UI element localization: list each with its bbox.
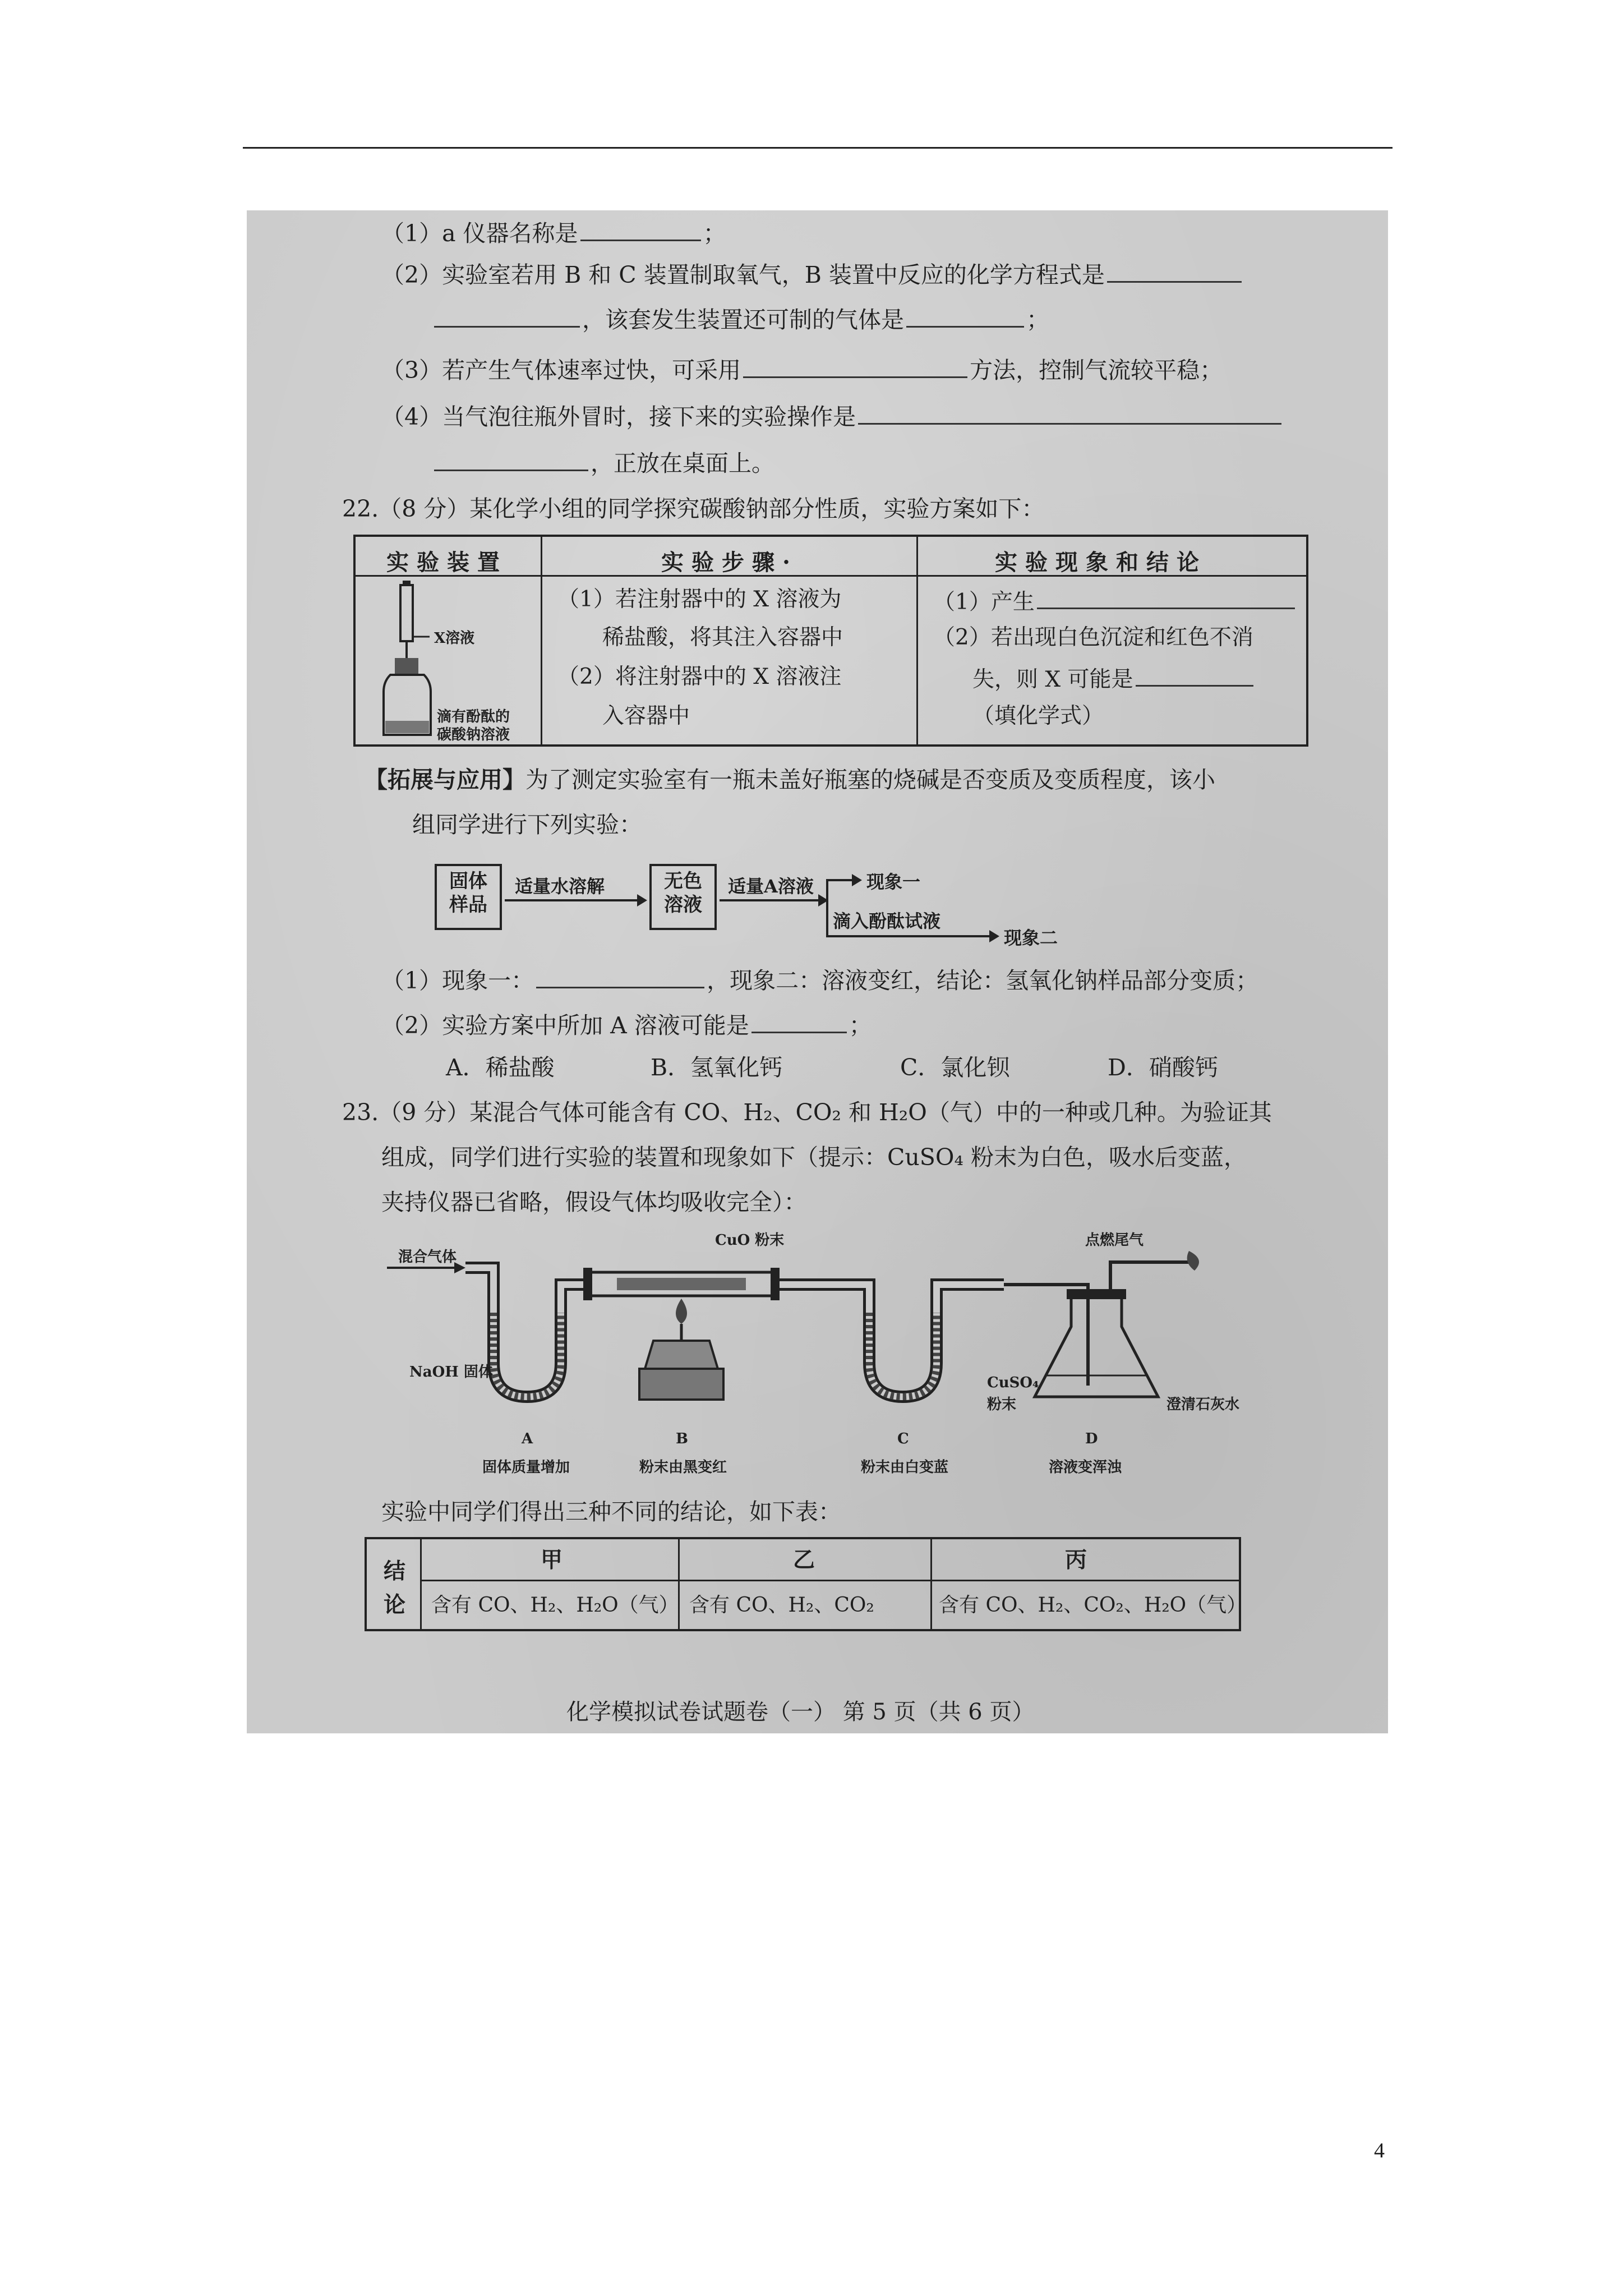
flow-branch-2 bbox=[826, 899, 828, 937]
q23-table-intro: 实验中同学们得出三种不同的结论，如下表： bbox=[381, 1498, 841, 1525]
table-val-yi: 含有 CO、H₂、CO₂ bbox=[689, 1594, 874, 1617]
q22-step-2b: 入容器中 bbox=[602, 703, 690, 729]
exam-footer: 化学模拟试卷试题卷（一） 第 5 页（共 6 页） bbox=[566, 1699, 1035, 1725]
flow-box-solid-sample: 固体 样品 bbox=[435, 864, 502, 930]
table-val-bing: 含有 CO、H₂、CO₂、H₂O（气） bbox=[939, 1594, 1247, 1617]
label-b: B bbox=[676, 1430, 688, 1447]
flow-box-colorless-solution: 无色 溶液 bbox=[649, 864, 717, 930]
q22-intro: 22.（8 分）某化学小组的同学探究碳酸钠部分性质，实验方案如下： bbox=[342, 495, 1045, 522]
q22-result-2b: 失，则 X 可能是 bbox=[972, 666, 1256, 691]
q21-part2-line1: （2）实验室若用 B 和 C 装置制取氧气，B 装置中反应的化学方程式是 bbox=[381, 262, 1244, 287]
q23-line1: 23.（9 分）某混合气体可能含有 CO、H₂、CO₂ 和 H₂O（气）中的一种或几种。为验证其 bbox=[342, 1099, 1272, 1126]
table-label-1: 结 bbox=[384, 1558, 406, 1584]
q21-part4-line2: ，正放在桌面上。 bbox=[432, 450, 774, 475]
flow-branch bbox=[826, 879, 828, 901]
header-rule bbox=[243, 147, 1393, 149]
sodium-carbonate-label: 碳酸钠溶液 bbox=[437, 726, 510, 743]
q22-result-2a: （2）若出现白色沉淀和红色不消 bbox=[933, 625, 1253, 650]
table-head-bing: 丙 bbox=[1065, 1547, 1087, 1573]
obs-c: 粉末由白变蓝 bbox=[861, 1459, 949, 1476]
q21-part1: （1）a 仪器名称是 ； bbox=[381, 220, 726, 247]
x-solution-label: X溶液 bbox=[434, 630, 475, 647]
q22-header-apparatus: 实验装置 bbox=[386, 549, 508, 576]
flow-result-1: 现象一 bbox=[866, 871, 921, 892]
flow-label-phenolphthalein: 滴入酚酞试液 bbox=[833, 910, 941, 932]
scanned-exam-photo bbox=[247, 210, 1388, 1733]
obs-a: 固体质量增加 bbox=[482, 1459, 570, 1476]
q22-extension-line2: 组同学进行下列实验： bbox=[412, 811, 642, 838]
q23-conclusion-table bbox=[365, 1537, 1247, 1631]
q22-option-c: C．氯化钡 bbox=[900, 1054, 1010, 1081]
cuso4-label-1: CuSO₄ bbox=[987, 1374, 1039, 1391]
label-c: C bbox=[897, 1430, 909, 1447]
q22-extension-line1: 【拓展与应用】为了测定实验室有一瓶未盖好瓶塞的烧碱是否变质及变质程度，该小 bbox=[365, 766, 1215, 793]
obs-b: 粉末由黑变红 bbox=[639, 1459, 727, 1476]
phenolphthalein-label: 滴有酚酞的 bbox=[437, 708, 510, 725]
q22-subq1: （1）现象一： ，现象二：溶液变红，结论：氢氧化钠样品部分变质； bbox=[381, 967, 1259, 994]
page-number: 4 bbox=[1374, 2139, 1385, 2162]
table-label-2: 论 bbox=[384, 1592, 406, 1618]
q22-option-b: B．氢氧化钙 bbox=[651, 1054, 783, 1081]
table-val-jia: 含有 CO、H₂、H₂O（气） bbox=[431, 1594, 679, 1617]
q22-header-results: 实验现象和结论 bbox=[995, 549, 1207, 576]
q22-step-2a: （2）将注射器中的 X 溶液注 bbox=[557, 664, 842, 689]
mixed-gas-label: 混合气体 bbox=[398, 1249, 457, 1266]
q21-part4-line1: （4）当气泡往瓶外冒时，接下来的实验操作是 bbox=[381, 404, 1284, 429]
q22-result-1: （1）产生 bbox=[933, 588, 1297, 613]
q22-result-2c: （填化学式） bbox=[972, 703, 1104, 729]
label-d: D bbox=[1085, 1430, 1098, 1447]
cuso4-label-2: 粉末 bbox=[987, 1396, 1017, 1413]
q22-subq2: （2）实验方案中所加 A 溶液可能是 ； bbox=[381, 1012, 872, 1039]
table-head-jia: 甲 bbox=[541, 1547, 563, 1573]
tail-gas-label: 点燃尾气 bbox=[1085, 1232, 1144, 1249]
q21-part2-line2: ，该套发生装置还可制的气体是 ； bbox=[432, 307, 1049, 332]
flow-label-reagent-a: 适量A溶液 bbox=[728, 876, 814, 897]
obs-d: 溶液变浑浊 bbox=[1049, 1459, 1122, 1476]
q22-header-steps: 实验步骤· bbox=[661, 549, 798, 576]
flow-label-dissolve: 适量水溶解 bbox=[515, 876, 605, 897]
limewater-label: 澄清石灰水 bbox=[1166, 1396, 1240, 1413]
q23-line2: 组成，同学们进行实验的装置和现象如下（提示：CuSO₄ 粉末为白色，吸水后变蓝， bbox=[381, 1144, 1247, 1171]
q21-part3: （3）若产生气体速率过快，可采用 方法，控制气流较平稳； bbox=[381, 357, 1223, 384]
flow-line-2 bbox=[720, 899, 826, 901]
q22-step-1b: 稀盐酸，将其注入容器中 bbox=[602, 625, 843, 650]
flow-result-2: 现象二 bbox=[1004, 927, 1058, 949]
naoh-label: NaOH 固体 bbox=[409, 1364, 493, 1381]
q22-table bbox=[353, 535, 1308, 747]
q22-step-1a: （1）若注射器中的 X 溶液为 bbox=[557, 587, 842, 612]
q23-line3: 夹持仪器已省略，假设气体均吸收完全）： bbox=[381, 1189, 807, 1216]
q22-option-d: D．硝酸钙 bbox=[1108, 1054, 1218, 1081]
label-a: A bbox=[522, 1430, 533, 1447]
table-head-yi: 乙 bbox=[793, 1547, 815, 1573]
flow-arrow-1 bbox=[505, 899, 645, 901]
q22-option-a: A．稀盐酸 bbox=[446, 1054, 555, 1081]
cuo-powder-label: CuO 粉末 bbox=[715, 1232, 785, 1249]
flow-arrow-to-result2 bbox=[826, 935, 997, 937]
flow-arrow-to-result1 bbox=[826, 879, 860, 881]
